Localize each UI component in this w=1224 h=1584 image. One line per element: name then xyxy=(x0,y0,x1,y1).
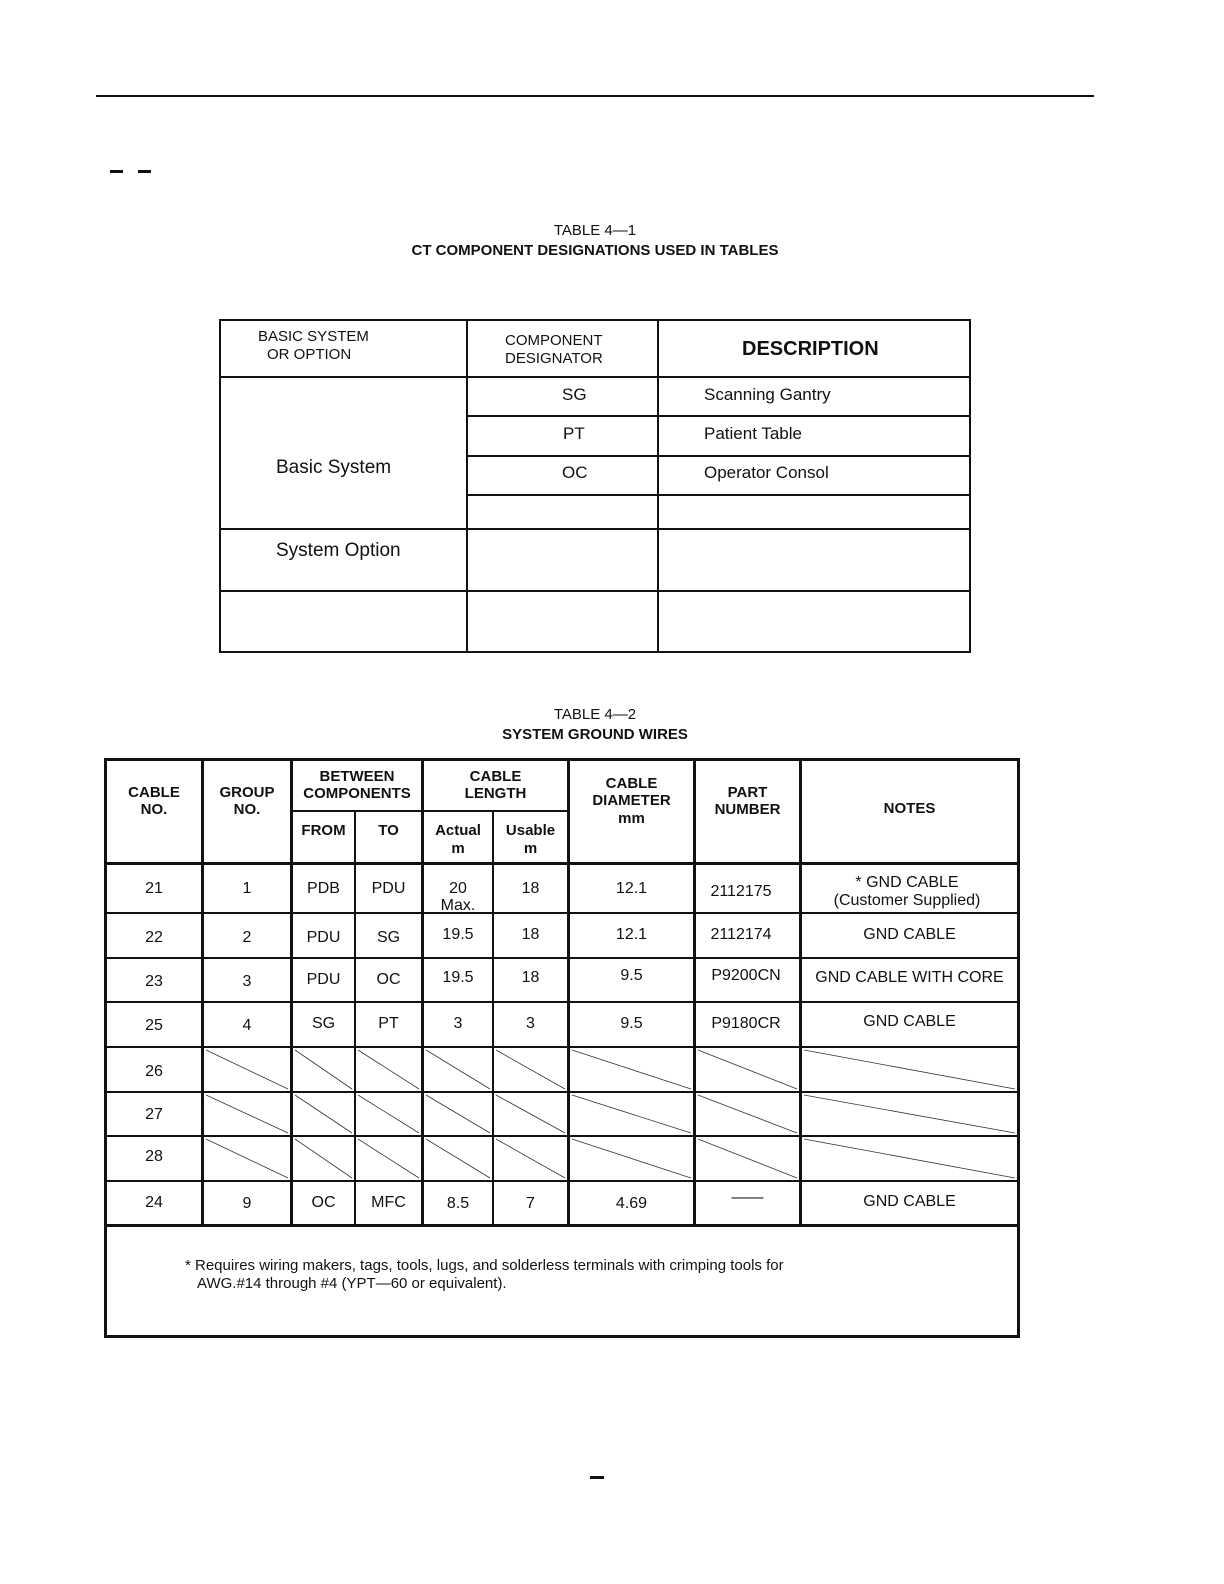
row-from: OC xyxy=(311,1194,336,1211)
header-component-line1: COMPONENT xyxy=(505,332,603,349)
row-group-no: 4 xyxy=(242,1017,252,1034)
row-usable-length: 18 xyxy=(521,969,540,986)
hatch-line xyxy=(426,1095,490,1133)
row-actual-length: 19.5 xyxy=(442,969,474,986)
header-group-no-line1: GROUP xyxy=(219,784,275,801)
top-rule xyxy=(96,95,1094,97)
header-basic-system-line2: OR OPTION xyxy=(267,346,352,363)
header-diameter-unit: mm xyxy=(618,810,645,827)
hatch-line xyxy=(206,1139,288,1178)
row-cable-no: 27 xyxy=(145,1106,163,1123)
row-notes: GND CABLE xyxy=(863,926,956,943)
row-part-number: P9200CN xyxy=(711,967,781,984)
header-cable-no-line2: NO. xyxy=(140,801,168,818)
row-actual-length-note: Max. xyxy=(440,897,476,914)
row-from: PDU xyxy=(306,971,341,988)
hatch-line xyxy=(295,1095,352,1133)
row-to: PDU xyxy=(371,880,406,897)
hatch-line xyxy=(426,1139,490,1178)
system-ground-wires-table xyxy=(104,758,1020,1338)
group-system-option: System Option xyxy=(276,540,401,561)
row-diameter: 9.5 xyxy=(620,1015,643,1032)
row-usable-length: 18 xyxy=(521,926,540,943)
hatch-line xyxy=(804,1050,1015,1089)
row-cable-no: 26 xyxy=(145,1063,163,1080)
row-notes: GND CABLE xyxy=(863,1013,956,1030)
hatch-line xyxy=(358,1095,419,1133)
table2-label: TABLE 4—2 xyxy=(553,706,637,723)
row-diameter: 12.1 xyxy=(615,926,648,943)
hatch-line xyxy=(496,1050,565,1089)
row-from: PDB xyxy=(307,880,340,897)
row-notes: GND CABLE xyxy=(863,1193,956,1210)
header-actual-unit: m xyxy=(451,840,465,857)
row-diameter: 12.1 xyxy=(615,880,648,897)
table1-label: TABLE 4—1 xyxy=(553,222,637,239)
header-to: TO xyxy=(378,822,399,839)
hatch-line xyxy=(206,1050,288,1089)
row-group-no: 3 xyxy=(242,973,252,990)
hatch-line xyxy=(804,1139,1015,1178)
hatch-line xyxy=(358,1139,419,1178)
row-cable-no: 21 xyxy=(145,880,163,897)
header-usable-unit: m xyxy=(523,840,538,857)
row-part-number: 2112175 xyxy=(710,883,772,900)
table1-title: CT COMPONENT DESIGNATIONS USED IN TABLES xyxy=(411,242,779,259)
hatch-line xyxy=(206,1095,288,1133)
row-from: PDU xyxy=(306,929,341,946)
header-from: FROM xyxy=(301,822,346,839)
hatch-line xyxy=(572,1139,691,1178)
header-description: DESCRIPTION xyxy=(742,338,879,360)
row-to: OC xyxy=(376,971,401,988)
designator-sg: SG xyxy=(562,385,587,404)
row-diameter: 9.5 xyxy=(620,967,643,984)
header-actual: Actual xyxy=(435,822,481,839)
hatch-line xyxy=(698,1050,797,1089)
row-actual-length: 20 xyxy=(449,880,467,897)
header-between-line2: COMPONENTS xyxy=(303,785,411,802)
page-number-dash xyxy=(590,1476,604,1479)
row-from: SG xyxy=(311,1015,336,1032)
hatch-line xyxy=(358,1050,419,1089)
row-notes-sub: (Customer Supplied) xyxy=(833,892,981,909)
header-component-line2: DESIGNATOR xyxy=(505,350,603,367)
header-diameter-line1: CABLE xyxy=(605,775,658,792)
header-group-no-line2: NO. xyxy=(233,801,261,818)
row-group-no: 2 xyxy=(242,929,252,946)
row-part-number: —— xyxy=(731,1189,764,1206)
row-to: PT xyxy=(378,1015,399,1032)
row-diameter: 4.69 xyxy=(615,1195,648,1212)
row-actual-length: 3 xyxy=(453,1015,463,1032)
row-part-number: P9180CR xyxy=(711,1015,781,1032)
footnote-line2: AWG.#14 through #4 (YPT—60 or equivalent). xyxy=(197,1275,507,1292)
table1-caption xyxy=(0,221,1190,261)
designator-pt: PT xyxy=(563,424,585,443)
row-cable-no: 25 xyxy=(145,1017,163,1034)
designator-oc: OC xyxy=(562,463,588,482)
row-group-no: 9 xyxy=(242,1195,252,1212)
row-usable-length: 7 xyxy=(526,1195,535,1212)
header-part-line2: NUMBER xyxy=(714,801,781,818)
row-cable-no: 24 xyxy=(145,1194,163,1211)
row-notes: GND CABLE WITH CORE xyxy=(815,969,1004,986)
description-operator-consol: Operator Consol xyxy=(704,463,829,482)
footnote-line1: * Requires wiring makers, tags, tools, lugs, and solderless terminals with crimping tools for xyxy=(185,1257,784,1274)
header-cable-no-line1: CABLE xyxy=(128,784,180,801)
table2-caption xyxy=(0,705,1190,745)
row-to: SG xyxy=(376,929,401,946)
row-group-no: 1 xyxy=(242,880,252,897)
row-part-number: 2112174 xyxy=(710,926,772,943)
header-basic-system-line1: BASIC SYSTEM xyxy=(258,328,369,345)
header-dash-right xyxy=(138,170,151,173)
group-basic-system: Basic System xyxy=(276,457,392,478)
row-cable-no: 22 xyxy=(145,929,163,946)
header-length-line1: CABLE xyxy=(469,768,522,785)
row-notes: * GND CABLE xyxy=(855,874,959,891)
header-between-line1: BETWEEN xyxy=(319,768,395,785)
row-cable-no: 28 xyxy=(145,1148,163,1165)
row-cable-no: 23 xyxy=(145,973,163,990)
hatch-line xyxy=(804,1095,1015,1133)
header-diameter-line2: DIAMETER xyxy=(592,792,671,809)
table2-title: SYSTEM GROUND WIRES xyxy=(502,726,688,743)
row-usable-length: 18 xyxy=(521,880,540,897)
description-patient-table: Patient Table xyxy=(704,424,802,443)
row-to: MFC xyxy=(371,1194,406,1211)
row-actual-length: 8.5 xyxy=(446,1195,470,1212)
hatch-line xyxy=(295,1139,352,1178)
hatch-line xyxy=(295,1050,352,1089)
description-scanning-gantry: Scanning Gantry xyxy=(704,385,831,404)
hatch-line xyxy=(698,1139,797,1178)
hatch-line xyxy=(572,1095,691,1133)
row-actual-length: 19.5 xyxy=(442,926,474,943)
header-dash-left xyxy=(110,170,123,173)
hatch-line xyxy=(698,1095,797,1133)
hatch-line xyxy=(572,1050,691,1089)
header-usable: Usable xyxy=(505,822,556,839)
component-designations-table xyxy=(219,319,971,653)
hatch-line xyxy=(426,1050,490,1089)
hatch-line xyxy=(496,1139,565,1178)
header-part-line1: PART xyxy=(727,784,768,801)
row-usable-length: 3 xyxy=(526,1015,535,1032)
header-length-line2: LENGTH xyxy=(464,785,527,802)
hatch-line xyxy=(496,1095,565,1133)
header-notes: NOTES xyxy=(883,800,936,817)
